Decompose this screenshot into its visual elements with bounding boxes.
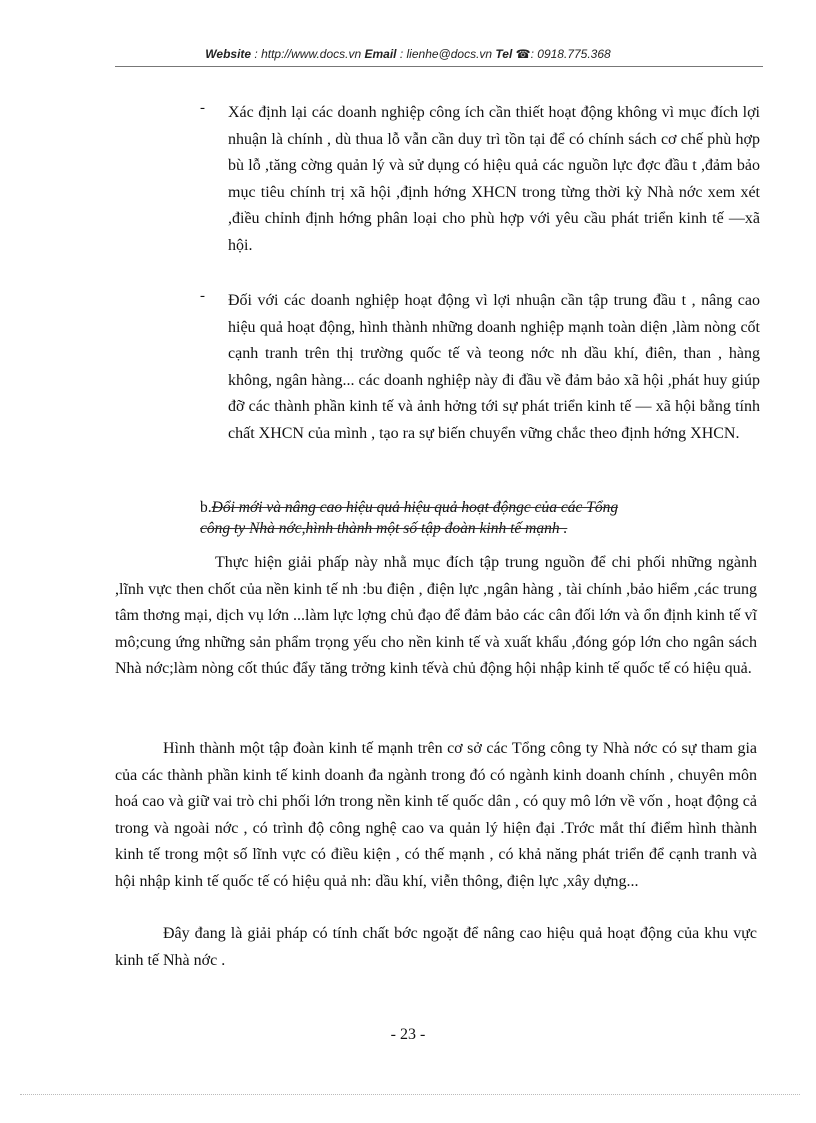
page-number: - 23 - [390, 1026, 426, 1043]
subheading-lead: b. [200, 499, 212, 516]
bullet-text-1: Xác định lại các doanh nghiệp công ích cần thiết hoạt động không vì mục đích lợi nhuận là chính , dù thua lỗ vẫn cần duy trì tồn tại để có chính sách cơ chế phù hợp bù lỗ ,tăng cờng quản lý và sử dụng có hiệu quả các nguồn lực đợc đầu t ,đảm bảo mục tiêu chính trị xã hội ,định hớng XHCN trong từng thời kỳ Nhà nớc xem xét ,điều chỉnh định hớng phân loại cho phù hợp với yêu cầu phát triển kinh tế —xã hội. [228, 104, 760, 254]
section-subheading [200, 497, 765, 539]
paragraph-3: Đây đang là giải pháp có tính chất bớc ngoặt để nâng cao hiệu quả hoạt động của khu vực kinh tế Nhà nớc . [115, 925, 757, 969]
email-address[interactable]: : lienhe@docs.vn [399, 47, 493, 61]
page-header [0, 47, 816, 61]
bullet-dash: - [200, 288, 205, 304]
email-label: Email [364, 47, 397, 61]
paragraph-2: Hình thành một tập đoàn kinh tế mạnh trên cơ sở các Tổng công ty Nhà nớc có sự tham gia của các thành phần kinh tế kinh doanh đa ngành trong đó có ngành kinh doanh chính , chuyên môn hoá cao và giữ vai trò chi phối lớn trong nền kinh tế quốc dân , có quy mô lớn về vốn , hoạt động cả trong và ngoài nớc , có trình độ công nghệ cao va quản lý hiện đại .Trớc mắt thí điểm hình thành kinh tế trong một số lĩnh vực có điều kiện , có thế mạnh , có khả năng phát triển để cạnh tranh và hội nhập kinh tế quốc tế có hiệu quả nh: dầu khí, viễn thông, điện lực ,xây dựng... [115, 740, 757, 890]
website-url[interactable]: : http://www.docs.vn [254, 47, 362, 61]
subheading-line-2: công ty Nhà nớc,hình thành một số tập đoàn kinh tế mạnh . [200, 520, 568, 537]
tel-label: Tel [495, 47, 513, 61]
tel-number: ☎: 0918.775.368 [515, 47, 611, 61]
website-label: Website [205, 47, 252, 61]
bullet-text-2: Đối với các doanh nghiệp hoạt động vì lợi nhuận cần tập trung đầu t , nâng cao hiệu quả hoạt động, hình thành những doanh nghiệp mạnh toàn diện ,làm nòng cốt cạnh tranh trên thị trường quốc tế và teong nớc nh dầu khí, điên, than , hàng không, ngân hàng... các doanh nghiệp này đi đầu về đảm bảo xã hội ,phát huy giúp đỡ các thành phần kinh tế và ảnh hởng tới sự phát triển kinh tế — xã hội bằng tính chất XHCN của mình , tạo ra sự biến chuyển vững chắc theo định hớng XHCN. [228, 292, 760, 442]
bullet-item-2 [200, 288, 760, 447]
bullet-dash: - [200, 100, 205, 116]
bullet-item-1 [200, 100, 760, 259]
header-divider [115, 66, 763, 67]
paragraph-1: Thực hiện giải phấp này nhằ mục đích tập trung nguồn để chi phối những ngành ,lĩnh vực then chốt của nền kinh tế nh :bu điện , điện lực ,ngân hàng , tài chính ,bảo hiểm ,các trung tâm thơng mại, dịch vụ lớn ...làm lực lợng chủ đạo để đảm bảo các cân đối lớn và ổn định kinh tế vĩ mô;cung ứng những sản phẩm trọng yếu cho nền kinh tế và xuất khẩu ,đóng góp lớn cho ngân sách Nhà nớc;làm nòng cốt thúc đẩy tăng trởng kinh tếvà chủ động hội nhập kinh tế quốc tế có hiệu quả. [115, 554, 757, 677]
page-bottom-divider [20, 1094, 800, 1095]
subheading-line-1: Đổi mới và nâng cao hiệu quả hiệu quả hoạt độngc của các Tổng [211, 499, 619, 516]
